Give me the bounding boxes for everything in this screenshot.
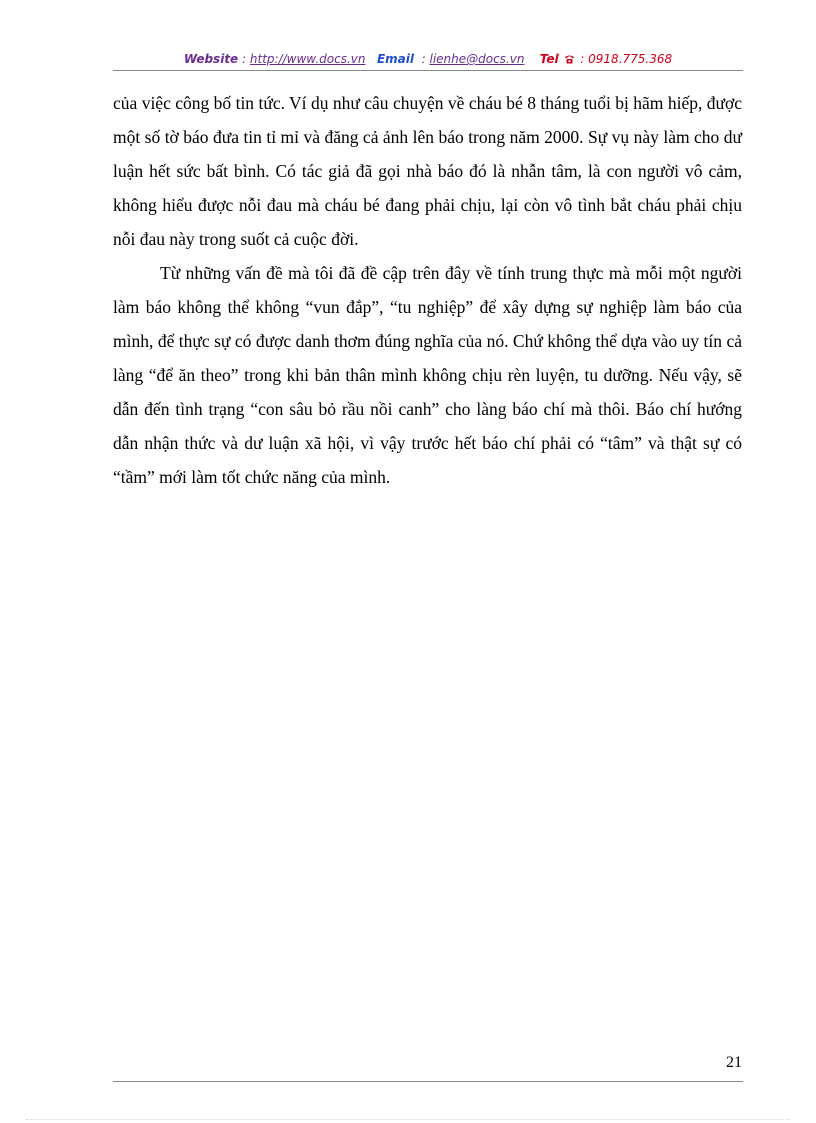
page-header [113,50,743,70]
paragraph: của việc công bố tin tức. Ví dụ như câu chuyện về cháu bé 8 tháng tuổi bị hãm hiếp, được một số tờ báo đưa tin tỉ mỉ và đăng cả ảnh lên báo trong năm 2000. Sự vụ này làm cho dư luận hết sức bất bình. Có tác giả đã gọi nhà báo đó là nhẫn tâm, là con người vô cảm, không hiểu được nỗi đau mà cháu bé đang phải chịu, lại còn vô tình bắt cháu phải chịu nỗi đau này trong suốt cả cuộc đời. [113,93,742,249]
paragraph: Từ những vấn đề mà tôi đã đề cập trên đây về tính trung thực mà mỗi một người làm báo không thể không “vun đắp”, “tu nghiệp” để xây dựng sự nghiệp làm báo của mình, để thực sự có được danh thơm đúng nghĩa của nó. Chứ không thể dựa vào uy tín cả làng “để ăn theo” trong khi bản thân mình không chịu rèn luyện, tu dưỡng. Nếu vậy, sẽ dẫn đến tình trạng “con sâu bỏ rầu nồi canh” cho làng báo chí mà thôi. Báo chí hướng dẫn nhận thức và dư luận xã hội, vì vậy trước hết báo chí phải có “tâm” và thật sự có “tầm” mới làm tốt chức năng của mình. [113,263,742,487]
tel-label: Tel [539,52,559,66]
website-separator: : [242,52,247,66]
phone-number: 0918.775.368 [588,52,673,66]
email-separator: : [421,52,426,66]
body-text [113,86,742,494]
email-link[interactable]: lienhe@docs.vn [429,52,525,66]
phone-separator: : [580,52,585,66]
page-bottom-border [26,1119,790,1120]
website-label: Website [183,52,239,66]
footer-divider [113,1081,743,1082]
phone-icon [564,54,575,64]
page-number: 21 [726,1054,742,1071]
header-divider [113,70,743,71]
website-link[interactable]: http://www.docs.vn [249,52,366,66]
email-label: Email [376,52,414,66]
